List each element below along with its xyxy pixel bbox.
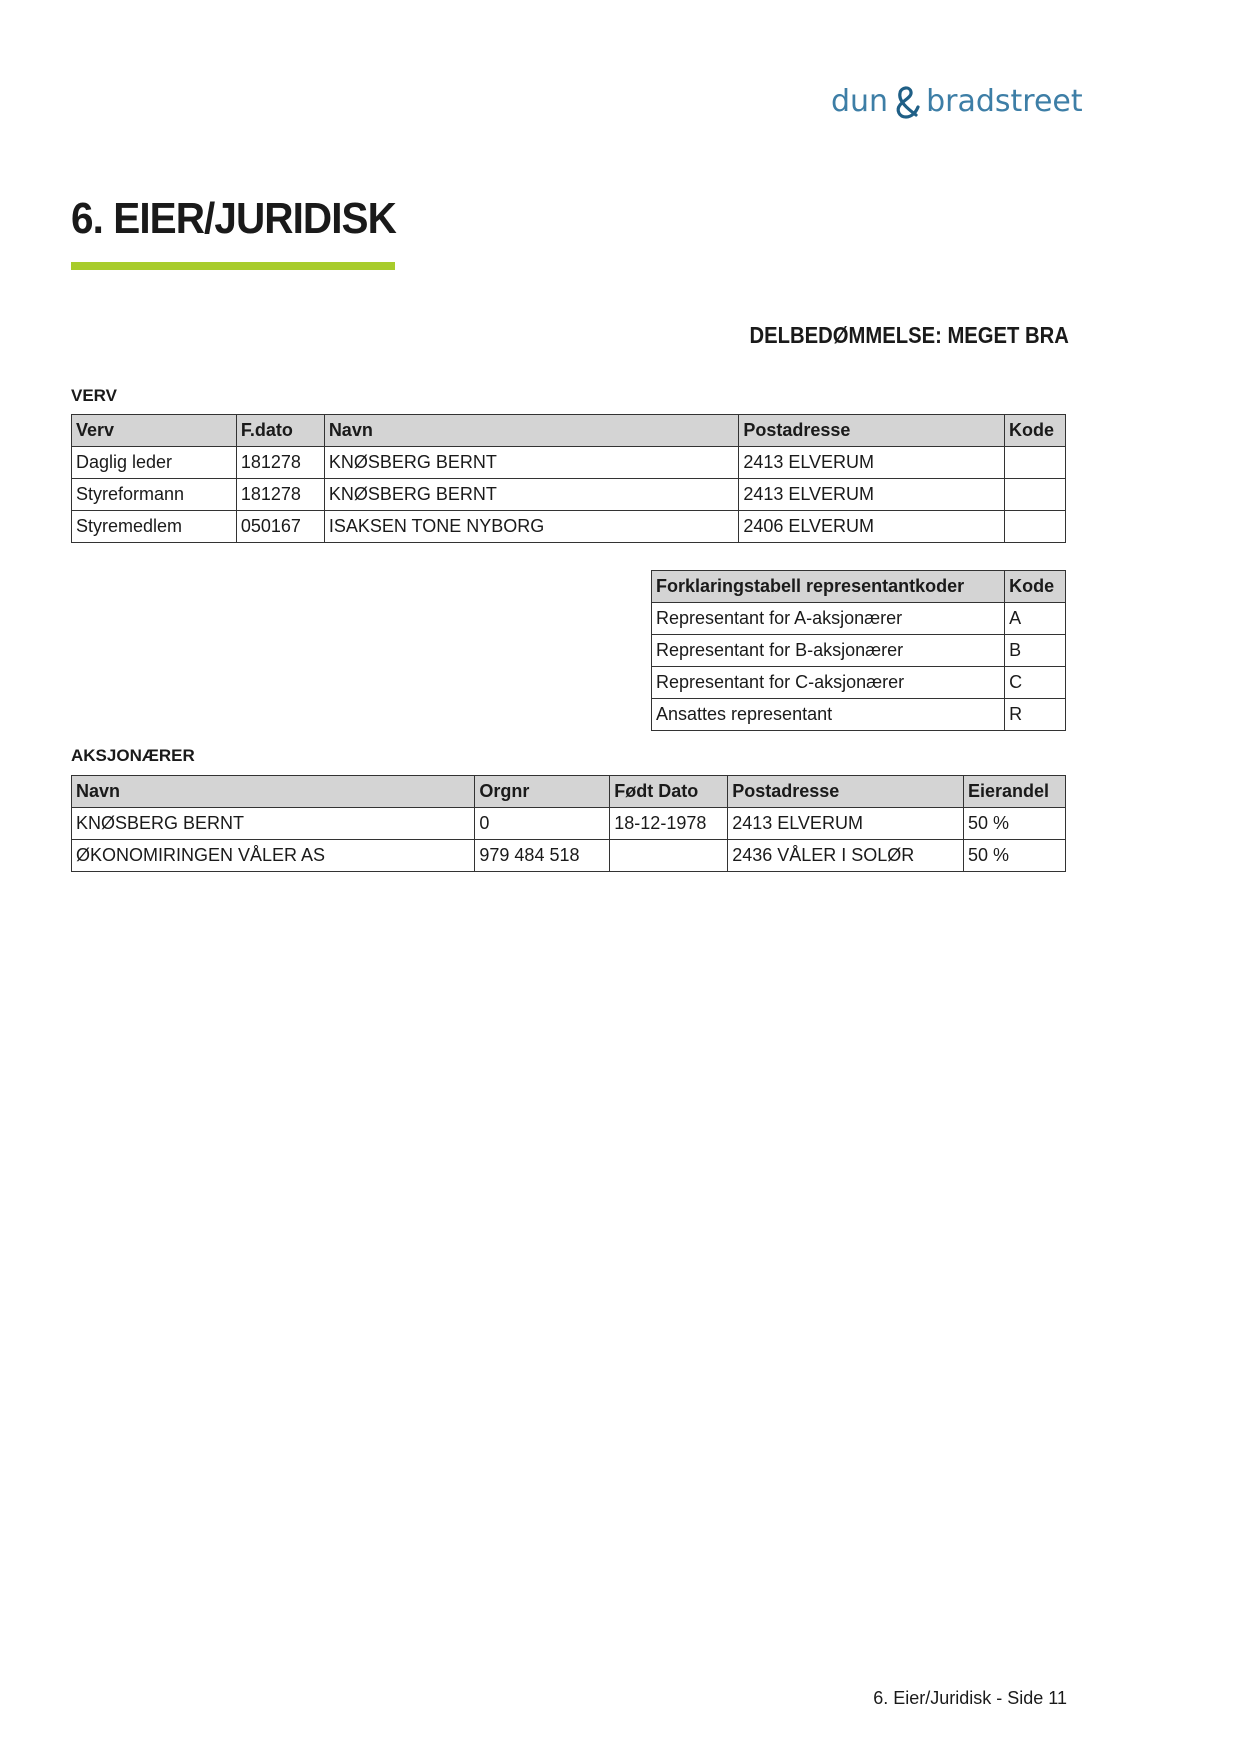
header-fdato: F.dato bbox=[236, 415, 324, 447]
table-row bbox=[652, 603, 1066, 635]
logo-text-bradstreet: bradstreet bbox=[926, 83, 1083, 119]
cell-code: B bbox=[1005, 635, 1066, 667]
header-postadresse: Postadresse bbox=[739, 415, 1005, 447]
cell-verv: Styremedlem bbox=[72, 511, 237, 543]
dun-bradstreet-logo bbox=[831, 78, 1083, 124]
section-title: 6. EIER/JURIDISK bbox=[71, 194, 396, 243]
header-verv: Verv bbox=[72, 415, 237, 447]
table-row bbox=[72, 511, 1066, 543]
table-row bbox=[72, 840, 1066, 872]
header-orgnr: Orgnr bbox=[475, 776, 610, 808]
table-header-row bbox=[72, 776, 1066, 808]
header-kode: Kode bbox=[1004, 415, 1065, 447]
table-header-row bbox=[652, 571, 1066, 603]
table-row bbox=[72, 447, 1066, 479]
cell-code: A bbox=[1005, 603, 1066, 635]
ampersand-logo-icon bbox=[890, 81, 924, 121]
table-row bbox=[652, 667, 1066, 699]
cell-navn: KNØSBERG BERNT bbox=[72, 808, 475, 840]
cell-navn: ISAKSEN TONE NYBORG bbox=[324, 511, 739, 543]
cell-postadresse: 2413 ELVERUM bbox=[728, 808, 964, 840]
header-forklaring: Forklaringstabell representantkoder bbox=[652, 571, 1005, 603]
cell-code: C bbox=[1005, 667, 1066, 699]
cell-description: Representant for C-aksjonærer bbox=[652, 667, 1005, 699]
cell-navn: KNØSBERG BERNT bbox=[324, 447, 739, 479]
rating-summary: DELBEDØMMELSE: MEGET BRA bbox=[749, 322, 1069, 348]
table-row bbox=[652, 699, 1066, 731]
table-header-row bbox=[72, 415, 1066, 447]
cell-fdato: 181278 bbox=[236, 479, 324, 511]
header-eierandel: Eierandel bbox=[964, 776, 1066, 808]
cell-orgnr: 0 bbox=[475, 808, 610, 840]
cell-fdato: 181278 bbox=[236, 447, 324, 479]
header-kode: Kode bbox=[1005, 571, 1066, 603]
cell-fdato: 050167 bbox=[236, 511, 324, 543]
representative-code-table bbox=[651, 570, 1066, 731]
cell-kode bbox=[1004, 511, 1065, 543]
table-row bbox=[72, 479, 1066, 511]
cell-verv: Daglig leder bbox=[72, 447, 237, 479]
title-underline bbox=[71, 262, 395, 270]
header-postadresse: Postadresse bbox=[728, 776, 964, 808]
verv-table bbox=[71, 414, 1066, 543]
cell-kode bbox=[1004, 447, 1065, 479]
header-navn: Navn bbox=[324, 415, 739, 447]
cell-postadresse: 2436 VÅLER I SOLØR bbox=[728, 840, 964, 872]
page-footer: 6. Eier/Juridisk - Side 11 bbox=[873, 1688, 1067, 1708]
table-row bbox=[72, 808, 1066, 840]
logo-text-dun: dun bbox=[831, 83, 889, 119]
cell-eierandel: 50 % bbox=[964, 808, 1066, 840]
cell-fodt-dato: 18-12-1978 bbox=[610, 808, 728, 840]
cell-postadresse: 2413 ELVERUM bbox=[739, 479, 1005, 511]
aksjonaerer-table bbox=[71, 775, 1066, 872]
header-fodt-dato: Født Dato bbox=[610, 776, 728, 808]
cell-eierandel: 50 % bbox=[964, 840, 1066, 872]
verv-label: VERV bbox=[71, 386, 117, 405]
cell-description: Representant for B-aksjonærer bbox=[652, 635, 1005, 667]
cell-verv: Styreformann bbox=[72, 479, 237, 511]
table-row bbox=[652, 635, 1066, 667]
cell-orgnr: 979 484 518 bbox=[475, 840, 610, 872]
cell-fodt-dato bbox=[610, 840, 728, 872]
cell-kode bbox=[1004, 479, 1065, 511]
cell-postadresse: 2413 ELVERUM bbox=[739, 447, 1005, 479]
cell-postadresse: 2406 ELVERUM bbox=[739, 511, 1005, 543]
cell-description: Ansattes representant bbox=[652, 699, 1005, 731]
cell-code: R bbox=[1005, 699, 1066, 731]
aksjonaerer-label: AKSJONÆRER bbox=[71, 746, 195, 765]
cell-navn: KNØSBERG BERNT bbox=[324, 479, 739, 511]
header-navn: Navn bbox=[72, 776, 475, 808]
cell-description: Representant for A-aksjonærer bbox=[652, 603, 1005, 635]
cell-navn: ØKONOMIRINGEN VÅLER AS bbox=[72, 840, 475, 872]
